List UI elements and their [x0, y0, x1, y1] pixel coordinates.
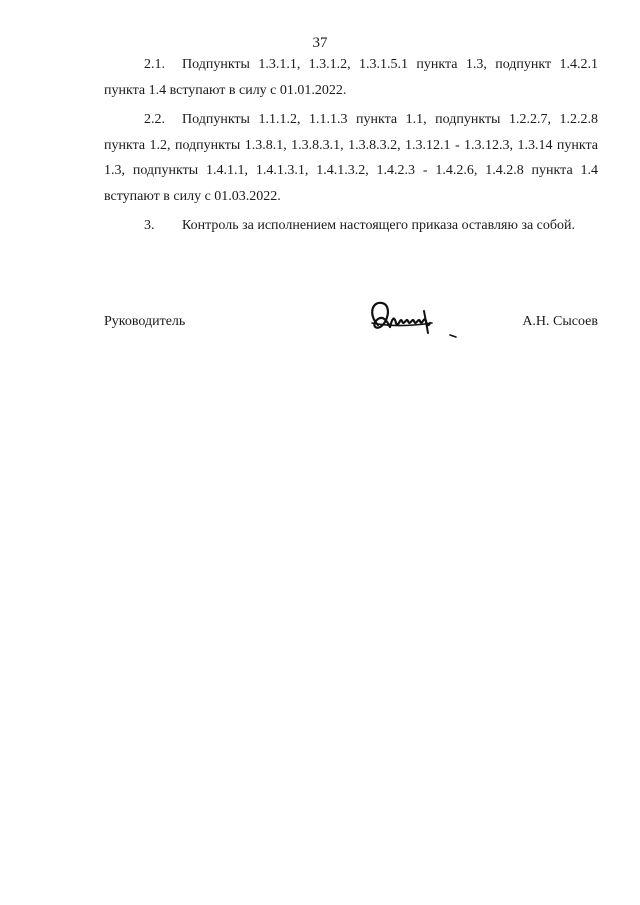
paragraph-number: 2.2.: [144, 112, 165, 127]
paragraph-text: Подпункты 1.1.1.2, 1.1.1.3 пункта 1.1, подпункты 1.2.2.7, 1.2.2.8 пункта 1.2, подпункты 1.3.8.1, 1.3.8.3.1, 1.3.8.3.2, 1.3.12.1 - 1.3.12.3, 1.3.14 пункта 1.3, подпункты 1.4.1.1, 1.4.1.3.1, 1.4.1.3.2, 1.4.2.3 - 1.4.2.6, 1.4.2.8 пункта 1.4 вступают в силу с 01.03.2022.: [104, 112, 598, 204]
paragraph-number: 3.: [144, 218, 155, 233]
handwritten-signature: [362, 293, 462, 345]
paragraph-3: [104, 213, 598, 239]
signatory-title: Руководитель: [104, 314, 186, 329]
paragraph-text: Контроль за исполнением настоящего приказа оставляю за собой.: [182, 218, 576, 233]
paragraph-2-2: [104, 107, 598, 209]
paragraph-2-1: [104, 52, 598, 103]
document-body: [104, 52, 598, 243]
paragraph-number: 2.1.: [144, 57, 165, 72]
page-number: 37: [312, 35, 328, 51]
paragraph-text: Подпункты 1.3.1.1, 1.3.1.2, 1.3.1.5.1 пункта 1.3, подпункт 1.4.2.1 пункта 1.4 вступают в силу с 01.01.2022.: [104, 57, 598, 98]
signature-block: [104, 293, 598, 353]
signatory-name: А.Н. Сысоев: [522, 314, 598, 329]
